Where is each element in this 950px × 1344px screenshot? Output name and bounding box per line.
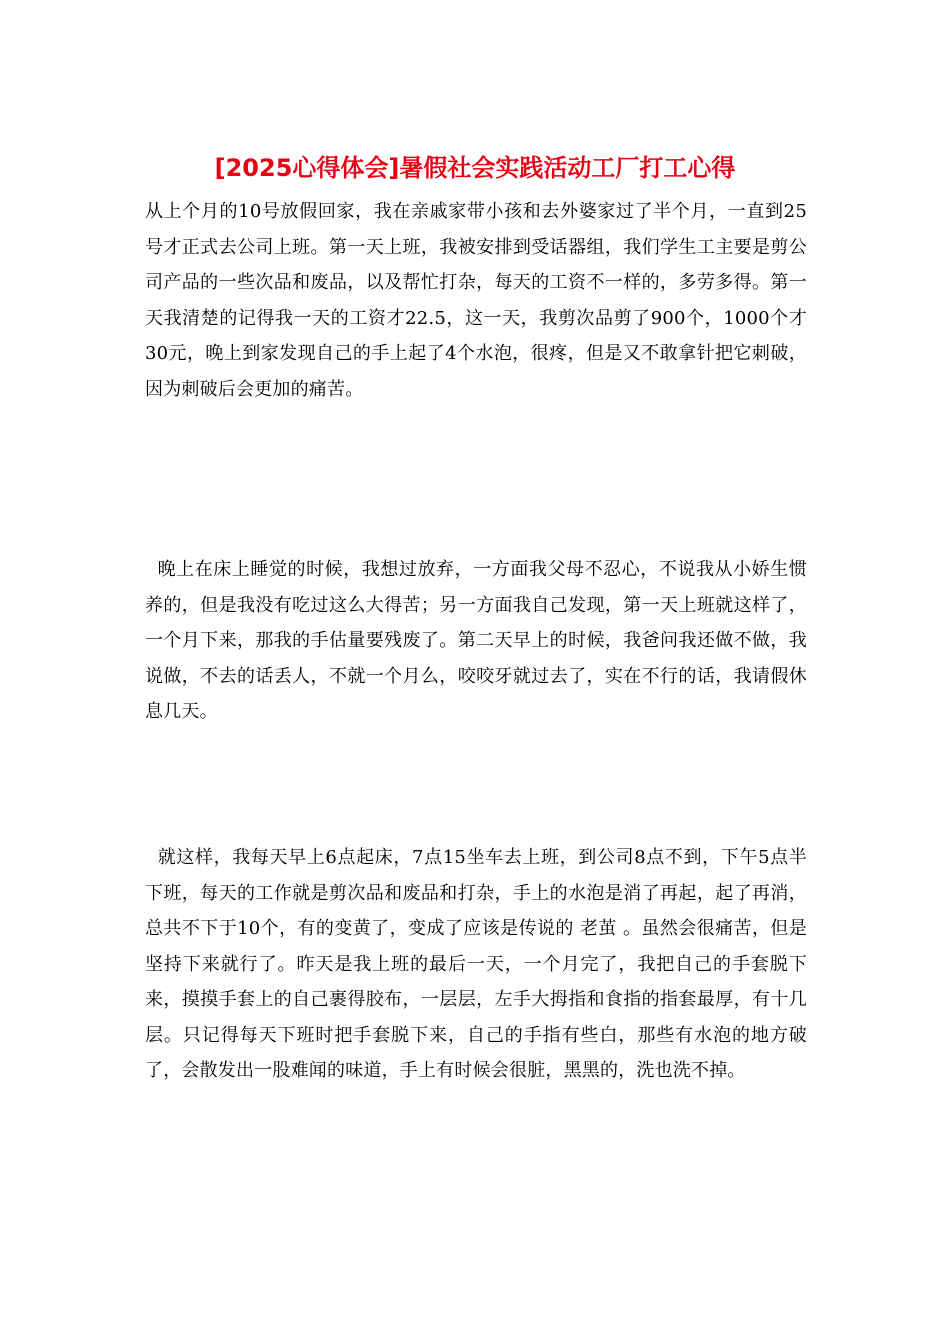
paragraph-3: 就这样，我每天早上6点起床，7点15坐车去上班，到公司8点不到，下午5点半下班，每天的工作就是剪次品和废品和打杂，手上的水泡是消了再起，起了再消，总共不下于10个，有的变黄了，变成了应该是传说的 老茧 。虽然会很痛苦，但是坚持下来就行了。昨天是我上班的最后一天，一个月完了，我把自己的手套脱下来，摸摸手套上的自己裹得胶布，一层层，左手大拇指和食指的指套最厚，有十几层。只记得每天下班时把手套脱下来，自己的手指有些白，那些有水泡的地方破了，会散发出一股难闻的味道，手上有时候会很脏，黑黑的，洗也洗不掉。 — [145, 847, 807, 1081]
paragraph-1: 从上个月的10号放假回家，我在亲戚家带小孩和去外婆家过了半个月，一直到25号才正式去公司上班。第一天上班，我被安排到受话器组，我们学生工主要是剪公司产品的一些次品和废品，以及帮忙打杂，每天的工资不一样的，多劳多得。第一天我清楚的记得我一天的工资才22.5，这一天，我剪次品剪了900个，1000个才30元，晚上到家发现自己的手上起了4个水泡，很疼，但是又不敢拿针把它刺破，因为刺破后会更加的痛苦。 — [145, 201, 807, 400]
document-title: [2025心得体会]暑假社会实践活动工厂打工心得 — [214, 154, 736, 182]
paragraph-2: 晚上在床上睡觉的时候，我想过放弃，一方面我父母不忍心，不说我从小娇生惯养的，但是我没有吃过这么大得苦；另一方面我自己发现，第一天上班就这样了，一个月下来，那我的手估量要残废了。第二天早上的时候，我爸问我还做不做，我说做，不去的话丢人，不就一个月么，咬咬牙就过去了，实在不行的话，我请假休息几天。 — [145, 559, 807, 722]
